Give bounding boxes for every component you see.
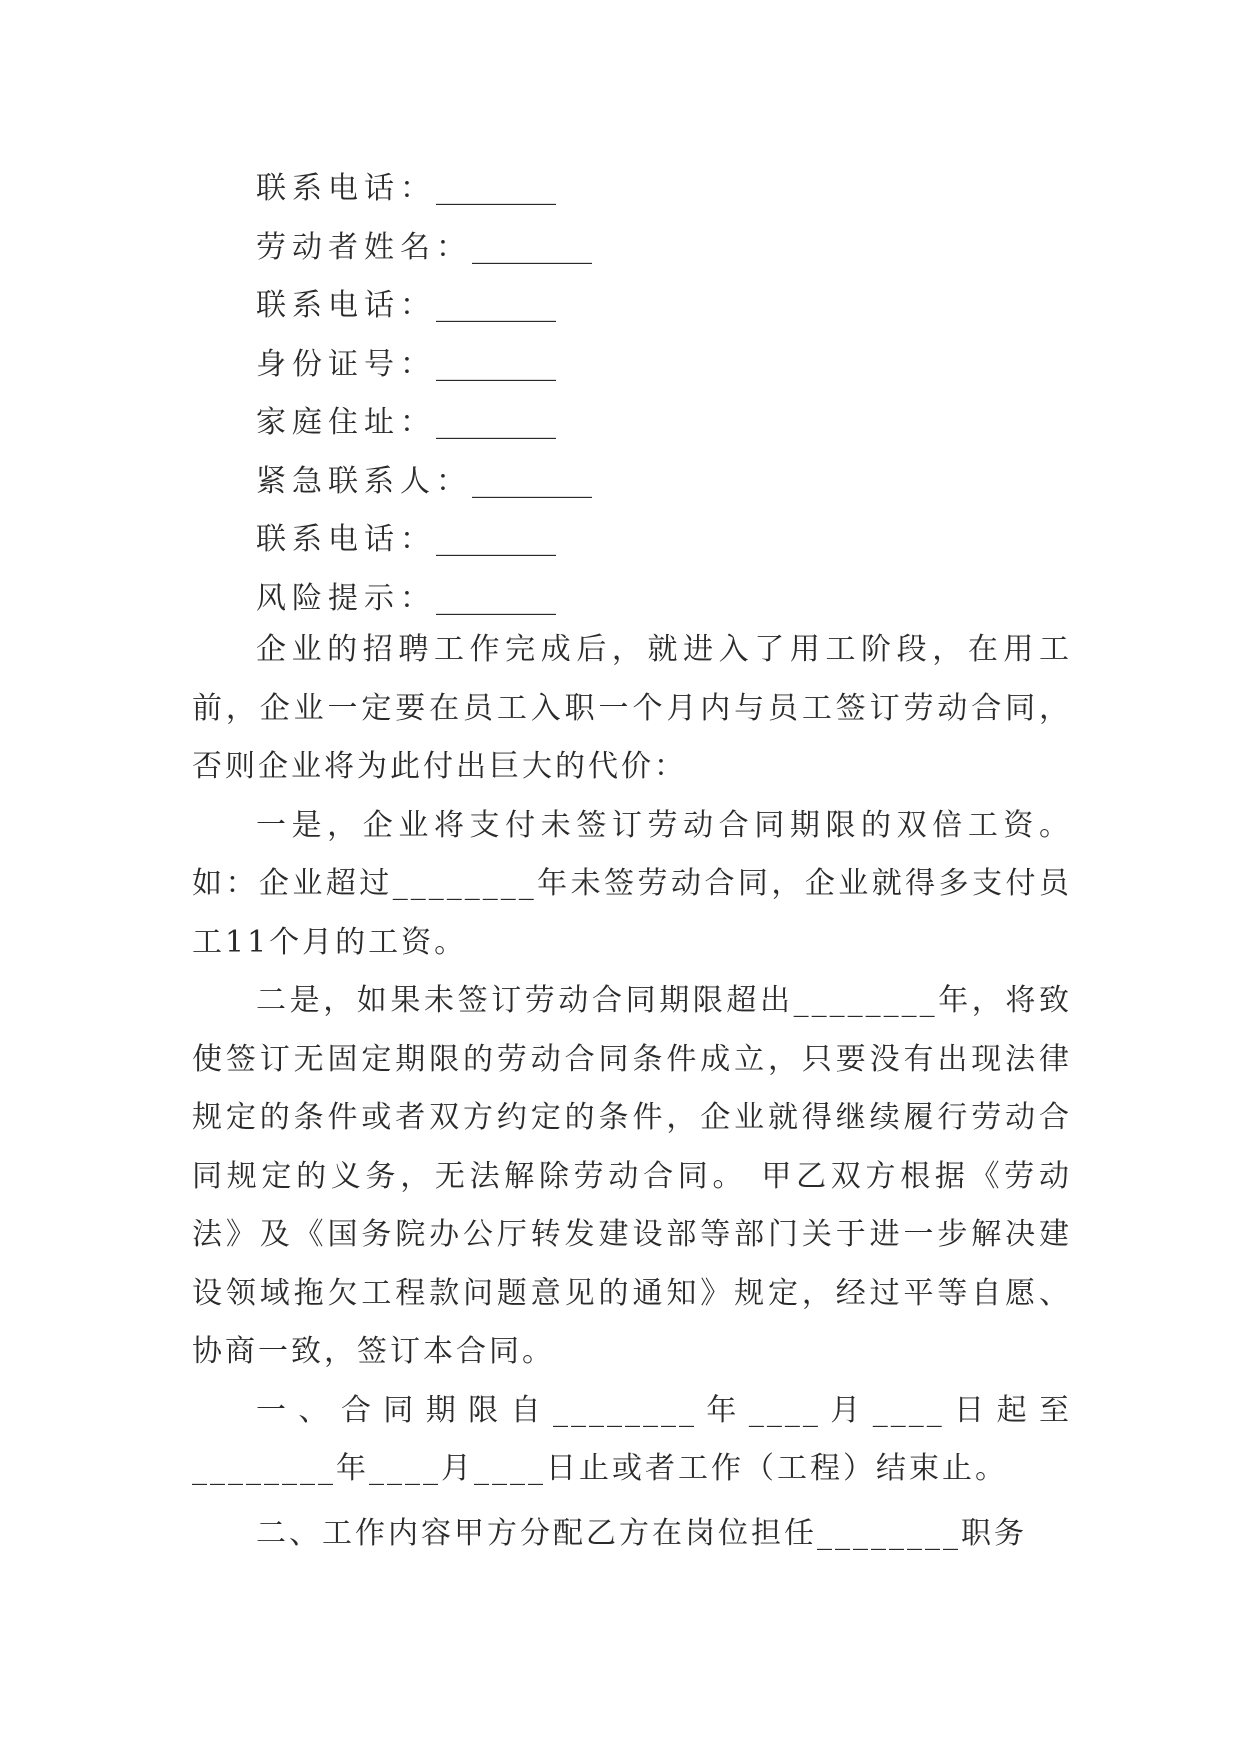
field-label: 风险提示： — [256, 580, 436, 616]
field-blank: ________ — [472, 463, 592, 499]
field-home-address — [256, 394, 592, 453]
paragraph-job-content: 二、工作内容甲方分配乙方在岗位担任________职务 — [256, 1515, 1027, 1551]
field-blank: ________ — [436, 522, 556, 557]
paragraph-first-consequence: 一是，企业将支付未签订劳动合同期限的双倍工资。如：企业超过________年未签劳动合同，企业就得多支付员工11个月的工资。 — [192, 807, 1072, 960]
paragraph-intro: 企业的招聘工作完成后，就进入了用工阶段，在用工前，企业一定要在员工入职一个月内与员工签订劳动合同，否则企业将为此付出巨大的代价： — [192, 632, 1072, 784]
contract-body — [192, 621, 1072, 1563]
field-label: 家庭住址： — [256, 405, 436, 440]
field-id-number — [256, 336, 592, 395]
field-blank: ________ — [436, 405, 556, 440]
field-blank: ________ — [436, 346, 556, 382]
field-blank: ________ — [436, 580, 556, 616]
field-blank: ________ — [436, 288, 556, 323]
field-emergency-contact — [256, 453, 592, 512]
field-label: 身份证号： — [256, 346, 436, 382]
field-emergency-phone — [256, 511, 592, 570]
paragraph-second-consequence: 二是，如果未签订劳动合同期限超出________年，将致使签订无固定期限的劳动合同条件成立，只要没有出现法律规定的条件或者双方约定的条件，企业就得继续履行劳动合同规定的义务，无法解除劳动合同。 甲乙双方根据《劳动法》及《国务院办公厅转发建设部等部门关于进一步解决建设领域拖欠工程款问题意见的通知》规定，经过平等自愿、协商一致，签订本合同。 — [192, 983, 1072, 1369]
field-worker-name — [256, 219, 592, 278]
field-label: 劳动者姓名： — [256, 229, 472, 265]
field-blank: ________ — [472, 229, 592, 265]
contact-fields — [256, 160, 592, 628]
field-label: 紧急联系人： — [256, 463, 472, 499]
field-worker-phone — [256, 277, 592, 336]
field-label: 联系电话： — [256, 288, 436, 323]
field-label: 联系电话： — [256, 522, 436, 557]
paragraph-contract-term: 一、合同期限自________年____月____日起至________年____月____日止或者工作（工程）结束止。 — [192, 1392, 1072, 1486]
field-employer-phone — [256, 160, 592, 219]
field-blank: ________ — [436, 171, 556, 206]
field-label: 联系电话： — [256, 171, 436, 206]
field-risk-warning — [256, 570, 592, 629]
